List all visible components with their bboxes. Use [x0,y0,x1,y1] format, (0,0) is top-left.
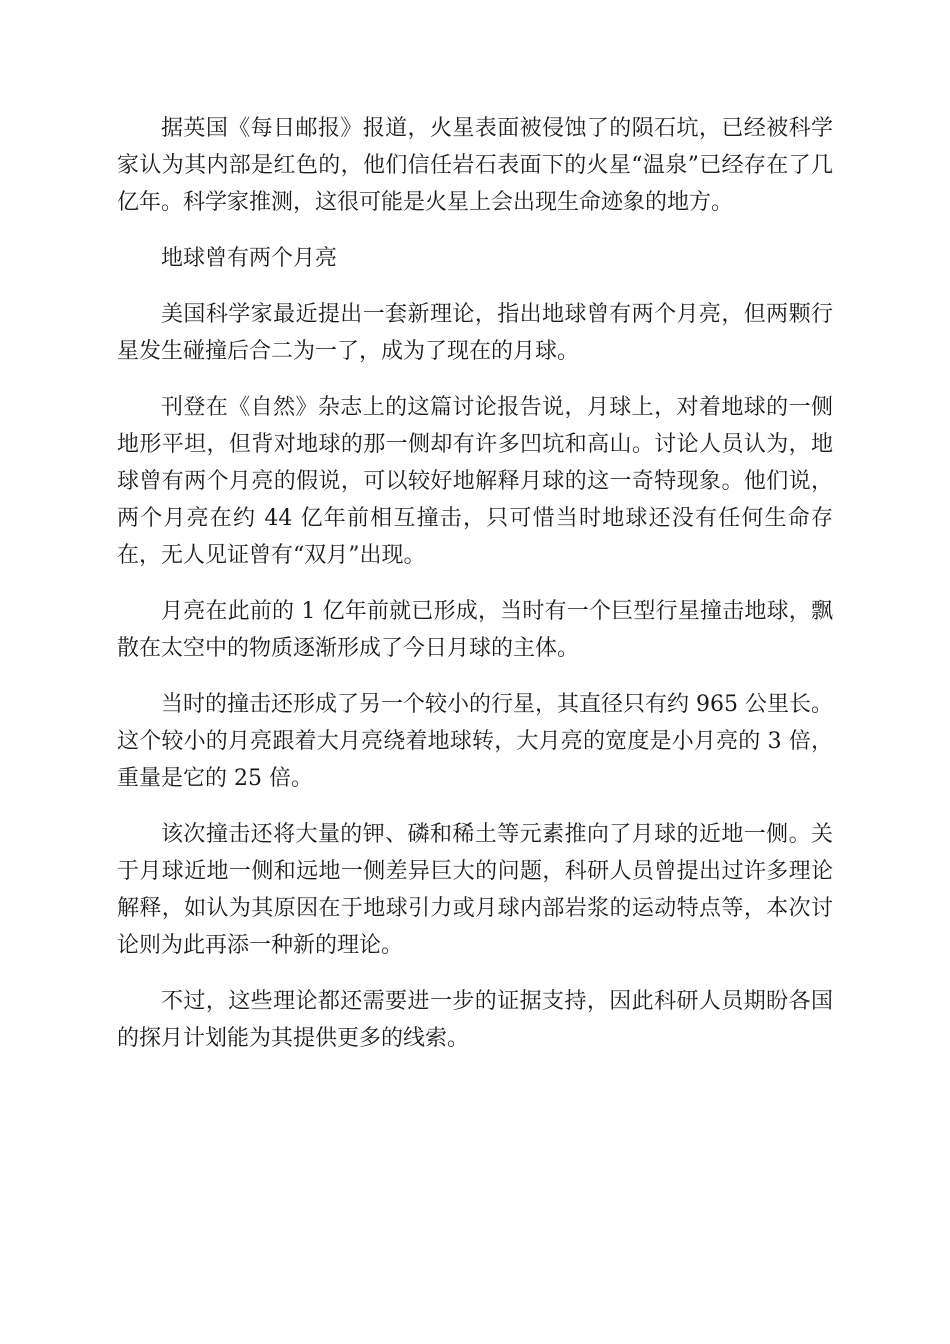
paragraph-mars-craters: 据英国《每日邮报》报道，火星表面被侵蚀了的陨石坑，已经被科学家认为其内部是红色的，他们信任岩石表面下的火星“温泉”已经存在了几亿年。科学家推测，这很可能是火星上会出现生命迹象的地方。 [117,116,833,215]
paragraph-new-theory: 美国科学家最近提出一套新理论，指出地球曾有两个月亮，但两颗行星发生碰撞后合二为一了，成为了现在的月球。 [117,302,833,364]
paragraph-moon-formation: 月亮在此前的 1 亿年前就已形成，当时有一个巨型行星撞击地球，飘散在太空中的物质逐渐形成了今日月球的主体。 [117,599,833,661]
section-heading-two-moons: 地球曾有两个月亮 [161,246,338,271]
paragraph-nature-report: 刊登在《自然》杂志上的这篇讨论报告说，月球上，对着地球的一侧地形平坦，但背对地球的那一侧却有许多凹坑和高山。讨论人员认为，地球曾有两个月亮的假说，可以较好地解释月球的这一奇特现象。他们说，两个月亮在约 44 亿年前相互撞击，只可惜当时地球还没有任何生命存在，无人见证曾有“双月”出现。 [117,395,833,568]
paragraph-elements-near-side: 该次撞击还将大量的钾、磷和稀土等元素推向了月球的近地一侧。关于月球近地一侧和远地一侧差异巨大的问题，科研人员曾提出过许多理论解释，如认为其原因在于地球引力或月球内部岩浆的运动特点等，本次讨论则为此再添一种新的理论。 [117,822,833,958]
paragraph-further-evidence: 不过，这些理论都还需要进一步的证据支持，因此科研人员期盼各国的探月计划能为其提供更多的线索。 [117,989,833,1051]
document-body [117,110,833,1076]
paragraph-smaller-moon: 当时的撞击还形成了另一个较小的行星，其直径只有约 965 公里长。这个较小的月亮跟着大月亮绕着地球转，大月亮的宽度是小月亮的 3 倍，重量是它的 25 倍。 [117,692,833,791]
